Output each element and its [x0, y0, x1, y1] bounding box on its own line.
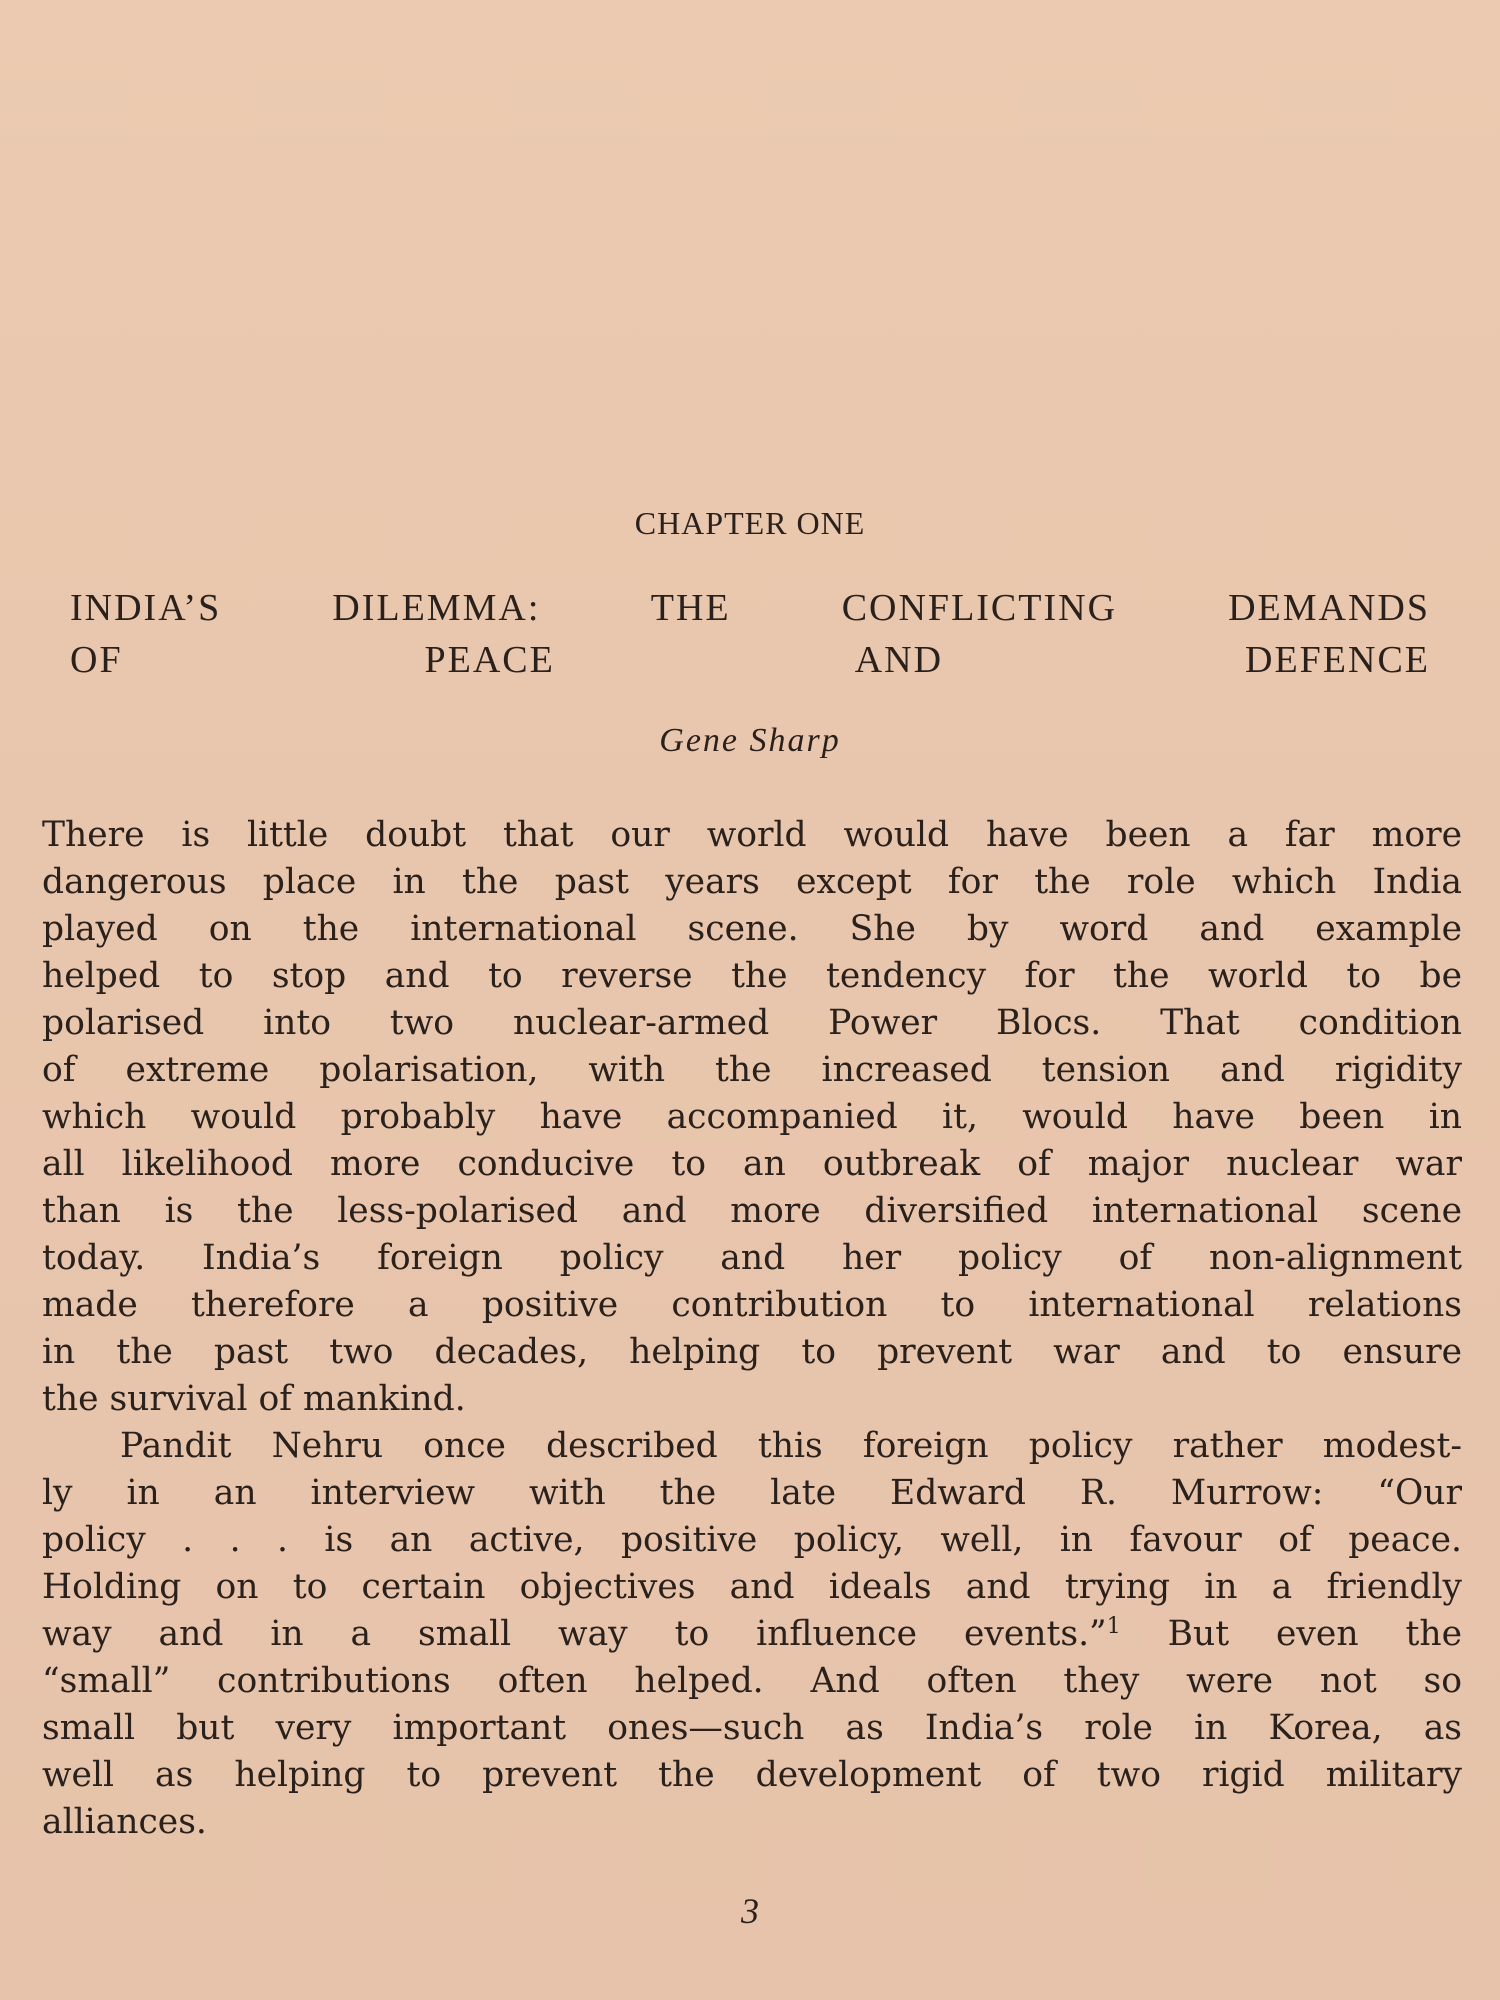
chapter-label: CHAPTER ONE	[634, 505, 866, 541]
text-line: Pandit Nehru once described this foreign policy rather modest-	[120, 1426, 1462, 1466]
text-line: ly in an interview with the late Edward R. Murrow: “Our	[42, 1473, 1462, 1513]
author-name: Gene Sharp	[659, 722, 841, 759]
text-line: policy . . . is an active, positive policy, well, in favour of peace.	[42, 1520, 1462, 1560]
text-line: helped to stop and to reverse the tendency for the world to be	[42, 956, 1462, 996]
paragraph	[42, 812, 1462, 1423]
page-number: 3	[741, 1891, 759, 1931]
text-line: made therefore a positive contribution to international relations	[42, 1285, 1462, 1325]
text-line: polarised into two nuclear-armed Power Blocs. That condition	[42, 1003, 1462, 1043]
text-line: There is little doubt that our world would have been a far more	[42, 815, 1462, 855]
text-line	[42, 1611, 1462, 1658]
text-line: “small” contributions often helped. And often they were not so	[42, 1661, 1462, 1701]
body-text	[42, 812, 1462, 1846]
paragraph	[42, 1423, 1462, 1846]
text-segment: way and in a small way to influence events.”	[42, 1614, 1107, 1654]
text-line: today. India’s foreign policy and her policy of non-alignment	[42, 1238, 1462, 1278]
chapter-title-line: INDIA’S DILEMMA: THE CONFLICTING DEMANDS	[70, 587, 1430, 629]
text-line: the survival of mankind.	[42, 1379, 466, 1419]
chapter-title-line: OF PEACE AND DEFENCE	[70, 639, 1430, 681]
footnote-marker: 1	[1106, 1614, 1121, 1639]
chapter-title	[70, 582, 1430, 686]
text-line: which would probably have accompanied it, would have been in	[42, 1097, 1462, 1137]
text-line: Holding on to certain objectives and ideals and trying in a friendly	[42, 1567, 1462, 1607]
text-line: well as helping to prevent the development of two rigid military	[42, 1755, 1462, 1795]
text-line: dangerous place in the past years except for the role which India	[42, 862, 1462, 902]
text-line: small but very important ones—such as India’s role in Korea, as	[42, 1708, 1462, 1748]
text-line: all likelihood more conducive to an outbreak of major nuclear war	[42, 1144, 1462, 1184]
text-line: of extreme polarisation, with the increased tension and rigidity	[42, 1050, 1462, 1090]
text-line: in the past two decades, helping to prevent war and to ensure	[42, 1332, 1462, 1372]
text-segment: But even the	[1167, 1614, 1463, 1654]
text-line: than is the less-polarised and more diversified international scene	[42, 1191, 1462, 1231]
text-line: alliances.	[42, 1802, 207, 1842]
text-line: played on the international scene. She by word and example	[42, 909, 1462, 949]
